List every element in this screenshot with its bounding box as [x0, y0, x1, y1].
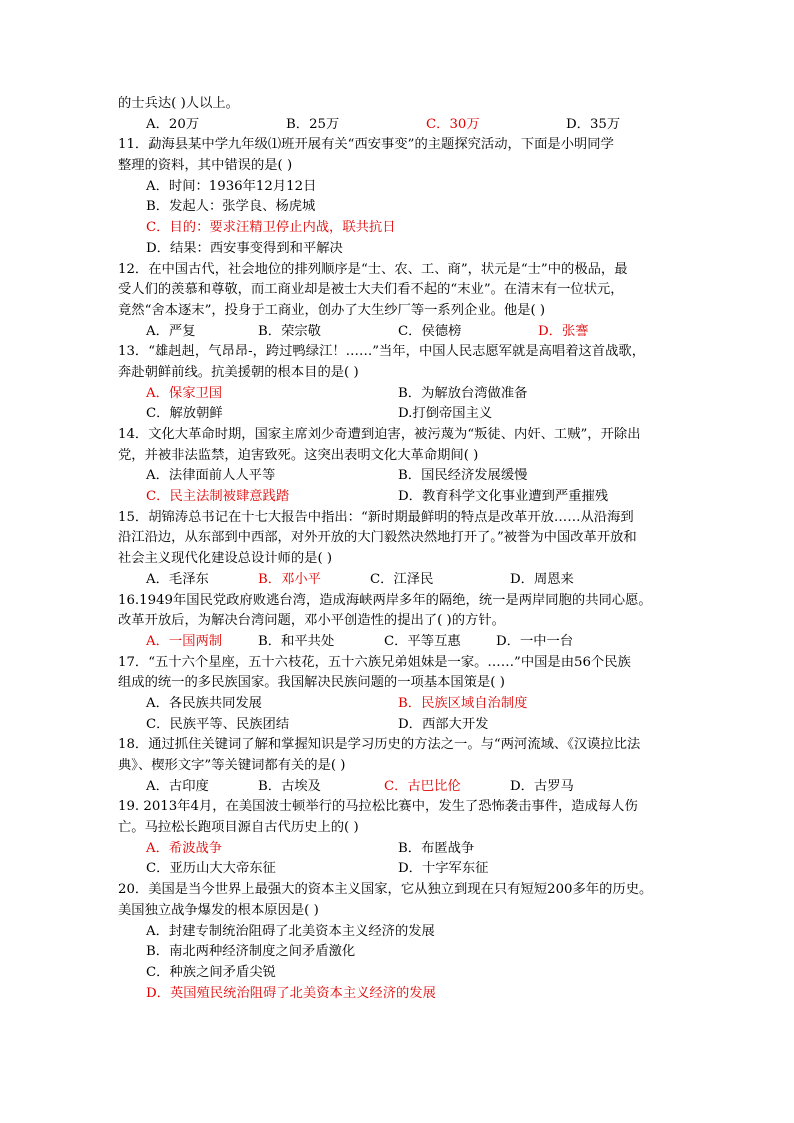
q19-option-b: B．布匿战争: [398, 840, 475, 856]
q12-stem-line3: 竟然“舍本逐末”，投身于工商业，创办了大生纱厂等一系列企业。他是( ): [118, 302, 546, 318]
q10-options: [118, 115, 678, 136]
q18-option-c: C．古巴比伦: [384, 778, 461, 794]
q13-option-d: D.打倒帝国主义: [398, 406, 493, 422]
q11-option-d: D．结果：西安事变得到和平解决: [146, 240, 343, 256]
q16-option-b: B．和平共处: [258, 633, 335, 649]
q16-option-d: D．一中一台: [496, 633, 574, 649]
q20-stem-line2: 美国独立战争爆发的根本原因是( ): [118, 902, 319, 918]
q19-stem-line1: 19. 2013年4月，在美国波士顿举行的马拉松比赛中，发生了恐怖袭击事件，造成每人伤: [118, 799, 638, 815]
q19-stem-line2: 亡。马拉松长跑项目源自古代历史上的( ): [118, 820, 359, 836]
q18-stem-line2: 典》、楔形文字”等关键词都有关的是( ): [118, 758, 346, 773]
q13-stem-line1: 13．“雄赳赳，气昂昂-，跨过鸭绿江！……”当年，中国人民志愿军就是高唱着这首战歌，: [118, 344, 645, 360]
q13-option-b: B．为解放台湾做准备: [398, 385, 528, 401]
q14-option-c: C．民主法制被肆意践踏: [146, 489, 290, 505]
q20-option-b: B．南北两种经济制度之间矛盾激化: [146, 944, 356, 960]
q12-option-a: A．严复: [146, 323, 196, 339]
q15-option-d: D．周恩来: [510, 571, 574, 587]
q19-option-d: D．十字军东征: [398, 861, 489, 877]
q17-stem-line1: 17．“五十六个星座，五十六枝花，五十六族兄弟姐妹是一家。……”中国是由56个民族: [118, 654, 631, 670]
q13-options-row2: [118, 404, 678, 425]
q17-options-row2: [118, 715, 678, 736]
q11-stem-line1: 11．勐海县某中学九年级⑴班开展有关“西安事变”的主题探究活动，下面是小明同学: [118, 137, 614, 153]
q11-option-c: C．目的：要求汪精卫停止内战，联共抗日: [146, 220, 396, 236]
q14-stem-line2: 党，并被非法监禁，迫害致死。这突出表明文化大革命期间( ): [118, 447, 479, 463]
q10-stem: 的士兵达( )人以上。: [118, 96, 239, 111]
q12-options: [118, 322, 678, 343]
q18-option-d: D．古罗马: [510, 778, 574, 794]
q12-stem-line2: 受人们的羡慕和尊敬，而工商业却是被士大夫们看不起的“末业”。在清末有一位状元，: [118, 282, 624, 298]
q10-option-c: C．30万: [426, 116, 480, 132]
q10-option-a: A．20万: [146, 116, 200, 132]
q14-stem-line1: 14．文化大革命时期，国家主席刘少奇遭到迫害，被污蔑为“叛徒、内奸、工贼”，开除出: [118, 427, 641, 442]
q19-option-c: C．亚历山大大帝东征: [146, 861, 276, 877]
q15-option-c: C．江泽民: [370, 571, 434, 587]
exam-page: [118, 94, 678, 1004]
q18-options: [118, 777, 678, 798]
q12-option-d: D．张謇: [538, 323, 589, 339]
q18-stem-line1: 18．通过抓住关键词了解和掌握知识是学习历史的方法之一。与“两河流域、《汉谟拉比法: [118, 737, 641, 753]
q19-option-a: A．希波战争: [146, 840, 223, 856]
q20-option-d: D．英国殖民统治阻碍了北美资本主义经济的发展: [146, 985, 436, 1001]
q17-option-c: C．民族平等、民族团结: [146, 716, 290, 732]
q17-stem-line2: 组成的统一的多民族国家。我国解决民族问题的一项基本国策是( ): [118, 675, 505, 691]
q15-stem-line1: 15．胡锦涛总书记在十七大报告中指出：“新时期最鲜明的特点是改革开放……从沿海到: [118, 509, 634, 525]
q14-option-d: D．教育科学文化事业遭到严重摧残: [398, 489, 609, 505]
q15-option-a: A．毛泽东: [146, 571, 209, 587]
q12-option-b: B．荣宗敬: [258, 323, 321, 339]
q17-option-a: A．各民族共同发展: [146, 695, 262, 711]
q14-option-b: B．国民经济发展缓慢: [398, 468, 528, 484]
q17-option-b: B．民族区域自治制度: [398, 695, 528, 711]
q15-options: [118, 570, 678, 591]
q11-option-a: A．时间：1936年12月12日: [146, 178, 317, 194]
q12-option-c: C．侯德榜: [398, 323, 462, 339]
q12-stem-line1: 12．在中国古代，社会地位的排列顺序是“士、农、工、商”，状元是“士”中的极品，最: [118, 261, 628, 277]
q18-option-a: A．古印度: [146, 778, 209, 794]
q19-options-row1: [118, 839, 678, 860]
q11-stem-line2: 整理的资料，其中错误的是( ): [118, 158, 293, 174]
q15-option-b: B．邓小平: [258, 571, 321, 587]
q16-stem-line1: 16.1949年国民党政府败逃台湾，造成海峡两岸多年的隔绝，统一是两岸同胞的共同心愿。: [118, 592, 652, 608]
q16-stem-line2: 改革开放后，为解决台湾问题，邓小平创造性的提出了( )的方针。: [118, 613, 505, 629]
q16-option-a: A．一国两制: [146, 633, 223, 649]
q20-stem-line1: 20．美国是当今世界上最强大的资本主义国家，它从独立到现在只有短短200多年的历史。: [118, 882, 653, 898]
q13-stem-line2: 奔赴朝鲜前线。抗美援朝的根本目的是( ): [118, 364, 359, 380]
q19-options-row2: [118, 859, 678, 880]
q17-options-row1: [118, 694, 678, 715]
q16-option-c: C．平等互惠: [384, 633, 461, 649]
q14-option-a: A．法律面前人人平等: [146, 468, 276, 484]
q20-option-a: A．封建专制统治阻碍了北美资本主义经济的发展: [146, 923, 435, 939]
q15-stem-line3: 社会主义现代化建设总设计师的是( ): [118, 551, 333, 567]
q10-option-d: D．35万: [566, 116, 621, 132]
q13-option-c: C．解放朝鲜: [146, 406, 223, 422]
q13-options-row1: [118, 384, 678, 405]
q11-option-b: B．发起人：张学良、杨虎城: [146, 199, 316, 215]
q20-option-c: C．种族之间矛盾尖锐: [146, 964, 276, 980]
q14-options-row1: [118, 466, 678, 487]
q10-option-b: B．25万: [286, 116, 340, 132]
q15-stem-line2: 沿江沿边，从东部到中西部，对外开放的大门毅然决然地打开了。”被誉为中国改革开放和: [118, 530, 637, 546]
q18-option-b: B．古埃及: [258, 778, 321, 794]
q17-option-d: D．西部大开发: [398, 716, 489, 732]
q13-option-a: A．保家卫国: [146, 385, 223, 401]
q14-options-row2: [118, 487, 678, 508]
q16-options: [118, 632, 678, 653]
